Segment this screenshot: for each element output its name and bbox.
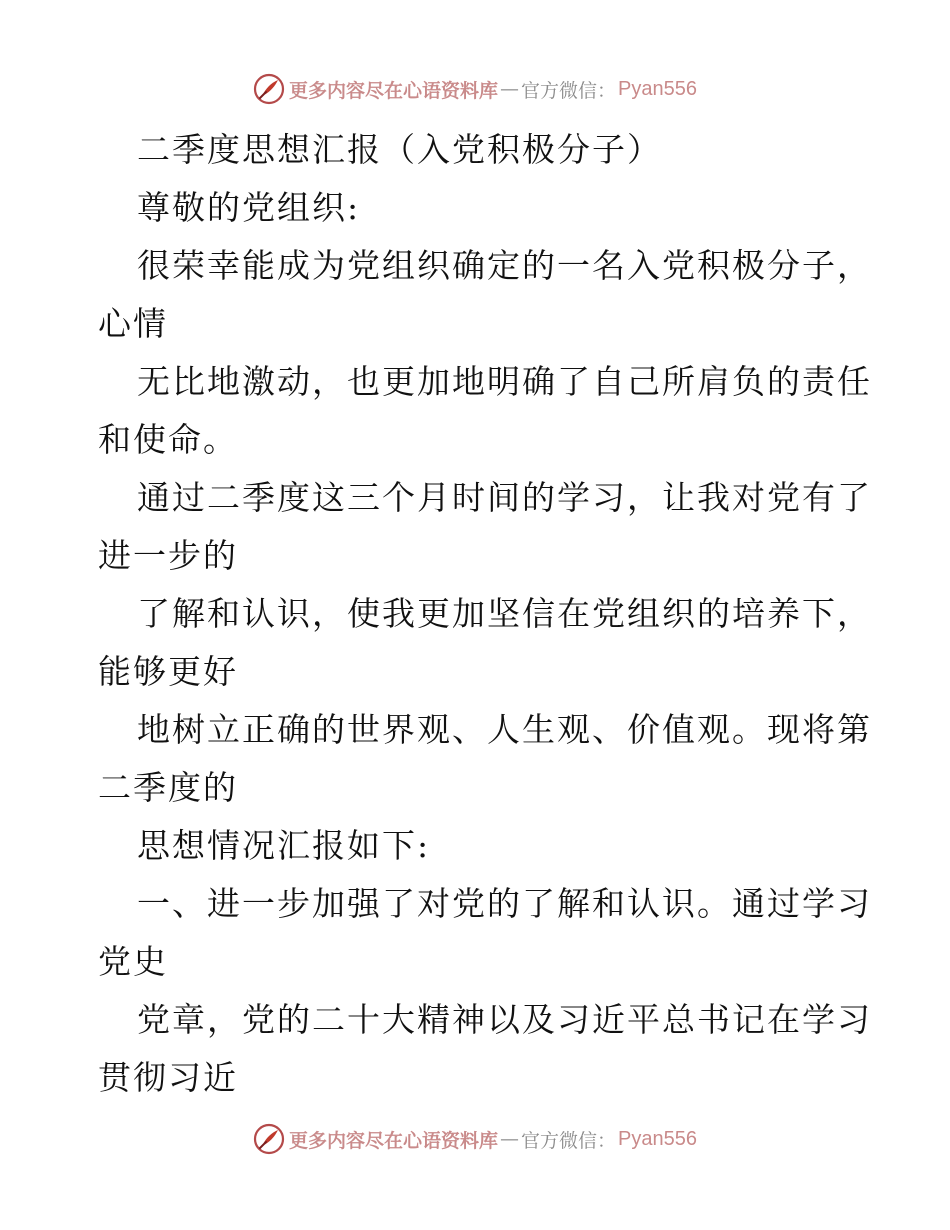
paragraph-line: 能够更好 <box>98 652 238 691</box>
feather-pen-logo-icon <box>253 73 285 105</box>
paragraph-line: 了解和认识，使我更加坚信在党组织的培养下， <box>137 594 872 633</box>
paragraph-line: 心情 <box>98 304 168 343</box>
watermark-wechat-id: Pyan556 <box>618 1127 697 1150</box>
watermark-label: 官方微信： <box>521 79 617 102</box>
header-watermark <box>0 72 950 106</box>
watermark-brand-text: 更多内容尽在心语资料库 <box>289 79 499 102</box>
paragraph-line: 党章，党的二十大精神以及习近平总书记在学习 <box>137 1000 872 1039</box>
paragraph-line: 很荣幸能成为党组织确定的一名入党积极分子， <box>137 246 872 285</box>
paragraph-line: 二季度的 <box>98 768 238 807</box>
paragraph-line: 无比地激动，也更加地明确了自己所肩负的责任 <box>137 362 872 401</box>
paragraph-line: 通过二季度这三个月时间的学习，让我对党有了 <box>137 478 872 517</box>
salutation: 尊敬的党组织: <box>137 188 361 227</box>
footer-watermark <box>0 1122 950 1156</box>
paragraph-line: 和使命。 <box>98 420 238 459</box>
paragraph-line: 党史 <box>98 942 168 981</box>
watermark-dash: — <box>500 78 520 100</box>
paragraph-line: 地树立正确的世界观、人生观、价值观。现将第 <box>137 710 872 749</box>
document-title: 二季度思想汇报（入党积极分子） <box>137 130 662 169</box>
paragraph-line: 贯彻习近 <box>98 1058 238 1097</box>
watermark-wechat-id: Pyan556 <box>618 77 697 100</box>
watermark-label: 官方微信： <box>521 1129 617 1152</box>
paragraph-line: 一、进一步加强了对党的了解和认识。通过学习 <box>137 884 872 923</box>
paragraph-line: 思想情况汇报如下: <box>137 826 431 865</box>
watermark-brand-text: 更多内容尽在心语资料库 <box>289 1129 499 1152</box>
watermark-dash: — <box>500 1128 520 1150</box>
paragraph-line: 进一步的 <box>98 536 238 575</box>
feather-pen-logo-icon <box>253 1123 285 1155</box>
